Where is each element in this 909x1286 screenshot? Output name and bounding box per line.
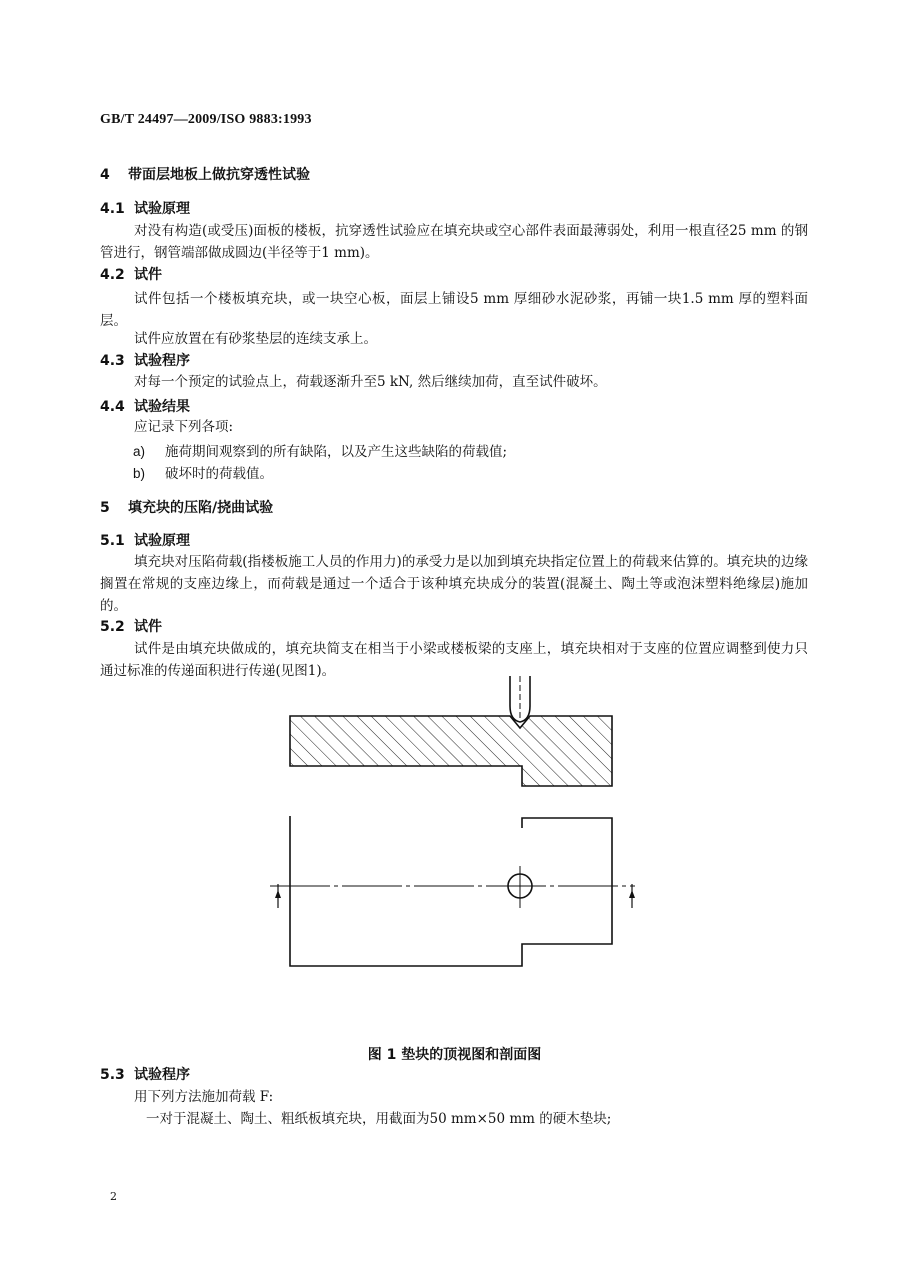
section-4-4-heading — [100, 396, 190, 416]
paragraph-4-3: 对每一个预定的试验点上，荷载逐渐升至5 kN, 然后继续加荷，直至试件破坏。 — [134, 374, 607, 390]
list-text: 施荷期间观察到的所有缺陷，以及产生这些缺陷的荷载值; — [165, 444, 508, 460]
section-number: 4.4 — [100, 399, 125, 415]
section-title: 试件 — [134, 619, 162, 635]
section-number: 4.2 — [100, 267, 125, 283]
top-view-outline — [290, 816, 612, 966]
list-item — [133, 462, 273, 482]
section-5-3-heading — [100, 1064, 190, 1084]
section-title: 试验原理 — [134, 201, 190, 217]
list-text: 破坏时的荷载值。 — [165, 466, 273, 482]
section-number: 4.3 — [100, 353, 125, 369]
section-number: 4 — [100, 167, 110, 183]
paragraph-4-1: 对没有构造(或受压)面板的楼板，抗穿透性试验应在填充块或空心部件表面最薄弱处，利用一根直径25 mm 的钢管进行，钢管端部做成圆边(半径等于1 mm)。 — [100, 223, 808, 261]
figure-caption: 图 1 垫块的顶视图和剖面图 — [367, 1047, 542, 1063]
paragraph-5-1: 填充块对压陷荷载(指楼板施工人员的作用力)的承受力是以加到填充块指定位置上的荷载来估算的。填充块的边缘搁置在常规的支座边缘上，而荷载是通过一个适合于该种填充块成分的装置(混凝土、陶土等或泡沫塑料绝缘层)施加的。 — [100, 554, 808, 614]
section-5-heading — [100, 497, 273, 517]
section-5-1-heading — [100, 530, 190, 550]
figure-1-drawing — [260, 676, 650, 976]
list-marker: b) — [133, 466, 146, 481]
page-number: 2 — [110, 1190, 117, 1203]
paragraph-4-2b: 试件应放置在有砂浆垫层的连续支承上。 — [134, 331, 377, 347]
section-4-heading — [100, 164, 310, 184]
section-view-block — [290, 716, 612, 786]
section-title: 试验原理 — [134, 533, 190, 549]
section-number: 4.1 — [100, 201, 125, 217]
section-title: 试验程序 — [134, 353, 190, 369]
paragraph-5-3b: 一对于混凝土、陶土、粗纸板填充块，用截面为50 mm×50 mm 的硬木垫块; — [146, 1111, 612, 1127]
section-title: 试验程序 — [134, 1067, 190, 1083]
section-4-1-heading — [100, 198, 190, 218]
section-title: 带面层地板上做抗穿透性试验 — [128, 167, 310, 183]
section-title: 试验结果 — [134, 399, 190, 415]
paragraph-5-3a: 用下列方法施加荷载 F: — [134, 1089, 274, 1105]
load-tube-icon — [510, 676, 530, 722]
section-title: 填充块的压陷/挠曲试验 — [128, 500, 274, 516]
section-arrow-left-icon — [275, 884, 281, 908]
list-item — [133, 440, 507, 460]
section-5-2-heading — [100, 616, 162, 636]
section-number: 5.1 — [100, 533, 125, 549]
section-4-3-heading — [100, 350, 190, 370]
section-title: 试件 — [134, 267, 162, 283]
section-arrow-right-icon — [629, 884, 635, 908]
paragraph-4-2a: 试件包括一个楼板填充块，或一块空心板，面层上铺设5 mm 厚细砂水泥砂浆，再铺一块1.5 mm 厚的塑料面层。 — [100, 291, 808, 329]
section-number: 5 — [100, 500, 110, 516]
list-marker: a) — [133, 444, 146, 459]
standard-header: GB/T 24497—2009/ISO 9883:1993 — [100, 112, 312, 127]
paragraph-5-2: 试件是由填充块做成的，填充块简支在相当于小梁或楼板梁的支座上，填充块相对于支座的位置应调整到使力只通过标准的传递面积进行传递(见图1)。 — [100, 641, 808, 679]
paragraph-4-4: 应记录下列各项: — [134, 419, 234, 435]
section-4-2-heading — [100, 264, 162, 284]
section-number: 5.3 — [100, 1067, 125, 1083]
section-number: 5.2 — [100, 619, 125, 635]
